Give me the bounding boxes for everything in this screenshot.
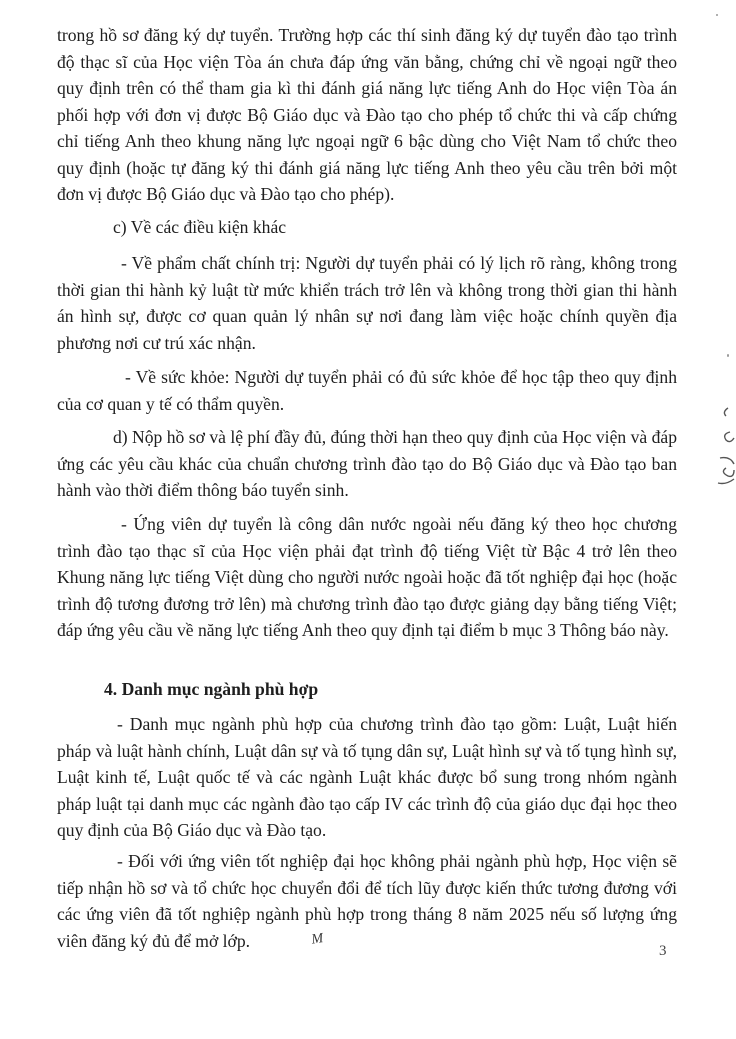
handwritten-initials: M (310, 930, 325, 948)
paragraph-majors-list: - Danh mục ngành phù hợp của chương trình đào tạo gồm: Luật, Luật hiến pháp và luật hành chính, Luật dân sự và tố tụng dân sự, Luật hình sự và tố tụng hình sự, Luật kinh tế, Luật quốc tế và các ngành Luật khác được bổ sung trong nhóm ngành pháp luật tại danh mục các ngành đào tạo cấp IV các trình độ của giáo dục đại học theo quy định của Bộ Giáo dục và Đào tạo. (57, 714, 677, 840)
paragraph-conversion-text: - Đối với ứng viên tốt nghiệp đại học không phải ngành phù hợp, Học viện sẽ tiếp nhận hồ sơ và tổ chức học chuyển đổi để tích lũy được kiến thức tương đương với các ứng viên đã tốt nghiệp ngành phù hợp trong tháng 8 năm 2025 nếu số lượng ứng viên đăng ký đủ để mở lớp. (57, 851, 677, 951)
scan-speck (716, 14, 718, 16)
margin-stamp-mark (708, 398, 736, 498)
paragraph-conversion-course (57, 848, 677, 957)
page-number: 3 (659, 943, 667, 959)
paragraph-political-quality: - Về phẩm chất chính trị: Người dự tuyển phải có lý lịch rõ ràng, không trong thời gian thi hành kỷ luật từ mức khiển trách trở lên và không trong thời gian thi hành án hình sự, được cơ quan quản lý nhân sự nơi đang làm việc hoặc chính quyền địa phương nơi cư trú xác nhận. (57, 253, 677, 353)
heading-suitable-majors: 4. Danh mục ngành phù hợp (104, 679, 319, 699)
paragraph-submit-documents: d) Nộp hồ sơ và lệ phí đầy đủ, đúng thời hạn theo quy định của Học viện và đáp ứng các yêu cầu khác của chuẩn chương trình đào tạo do Bộ Giáo dục và Đào tạo ban hành vào thời điểm thông báo tuyển sinh. (57, 427, 677, 500)
paragraph-english-requirement: trong hồ sơ đăng ký dự tuyển. Trường hợp các thí sinh đăng ký dự tuyển đào tạo trình độ thạc sĩ của Học viện Tòa án chưa đáp ứng văn bằng, chứng chỉ về ngoại ngữ theo quy định trên có thể tham gia kì thi đánh giá năng lực tiếng Anh do Học viện Tòa án phối hợp với đơn vị được Bộ Giáo dục và Đào tạo cho phép tổ chức thi và cấp chứng chỉ tiếng Anh theo khung năng lực ngoại ngữ 6 bậc dùng cho Việt Nam tổ chức theo quy định (hoặc tự đăng ký thi đánh giá năng lực tiếng Anh theo yêu cầu trên bởi một đơn vị được Bộ Giáo dục và Đào tạo cho phép). (57, 25, 677, 204)
paragraph-health: - Về sức khỏe: Người dự tuyển phải có đủ sức khỏe để học tập theo quy định của cơ quan y tế có thẩm quyền. (57, 367, 677, 414)
heading-other-conditions: c) Về các điều kiện khác (113, 217, 287, 237)
paragraph-foreign-candidates: - Ứng viên dự tuyển là công dân nước ngoài nếu đăng ký theo học chương trình đào tạo thạc sĩ của Học viện phải đạt trình độ tiếng Việt từ Bậc 4 trở lên theo Khung năng lực tiếng Việt dùng cho người nước ngoài hoặc đã tốt nghiệp đại học (hoặc trình độ tương đương trở lên) mà chương trình đào tạo được giảng dạy bằng tiếng Việt; đáp ứng yêu cầu về năng lực tiếng Anh theo quy định tại điểm b mục 3 Thông báo này. (57, 514, 677, 640)
scan-speck (727, 354, 729, 357)
